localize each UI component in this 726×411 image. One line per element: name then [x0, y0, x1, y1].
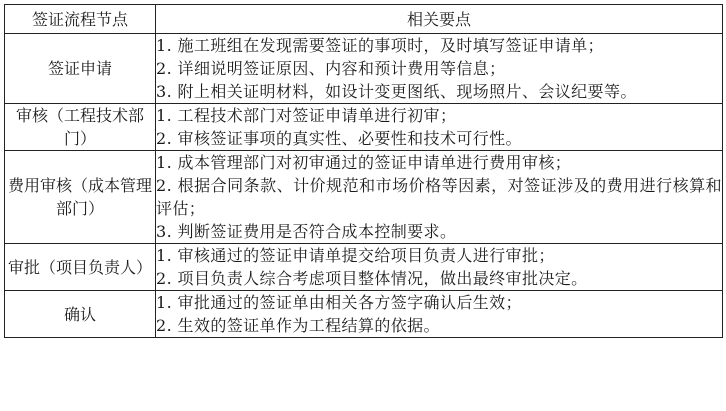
points-approval [156, 244, 723, 291]
header-node: 签证流程节点 [5, 5, 156, 34]
point-item: 2. 生效的签证单作为工程结算的依据。 [156, 316, 440, 335]
node-confirm: 确认 [5, 291, 156, 338]
point-item: 2. 详细说明签证原因、内容和预计费用等信息； [156, 59, 506, 78]
points-tech-review [156, 104, 723, 151]
node-apply: 签证申请 [5, 34, 156, 104]
node-approval: 审批（项目负责人） [5, 244, 156, 291]
point-item: 1. 成本管理部门对初审通过的签证申请单进行费用审核； [156, 153, 572, 172]
table-row [5, 104, 723, 151]
table-row [5, 34, 723, 104]
node-cost-review: 费用审核（成本管理部门） [5, 151, 156, 244]
table-row [5, 151, 723, 244]
point-item: 1. 工程技术部门对签证申请单进行初审； [156, 106, 457, 125]
point-item: 2. 根据合同条款、计价规范和市场价格等因素，对签证涉及的费用进行核算和评估； [156, 176, 722, 218]
point-item: 3. 判断签证费用是否符合成本控制要求。 [156, 222, 457, 241]
header-points: 相关要点 [156, 5, 723, 34]
points-cost-review [156, 151, 723, 244]
node-tech-review: 审核（工程技术部门） [5, 104, 156, 151]
table-header-row [5, 5, 723, 34]
point-item: 2. 审核签证事项的真实性、必要性和技术可行性。 [156, 129, 522, 148]
point-item: 3. 附上相关证明材料，如设计变更图纸、现场照片、会议纪要等。 [156, 82, 637, 101]
sign-off-process-table [4, 4, 723, 338]
table-row [5, 291, 723, 338]
point-item: 2. 项目负责人综合考虑项目整体情况，做出最终审批决定。 [156, 269, 588, 288]
point-item: 1. 审批通过的签证单由相关各方签字确认后生效； [156, 293, 522, 312]
points-apply [156, 34, 723, 104]
points-confirm [156, 291, 723, 338]
point-item: 1. 施工班组在发现需要签证的事项时，及时填写签证申请单； [156, 36, 604, 55]
point-item: 1. 审核通过的签证申请单提交给项目负责人进行审批； [156, 246, 555, 265]
table-row [5, 244, 723, 291]
